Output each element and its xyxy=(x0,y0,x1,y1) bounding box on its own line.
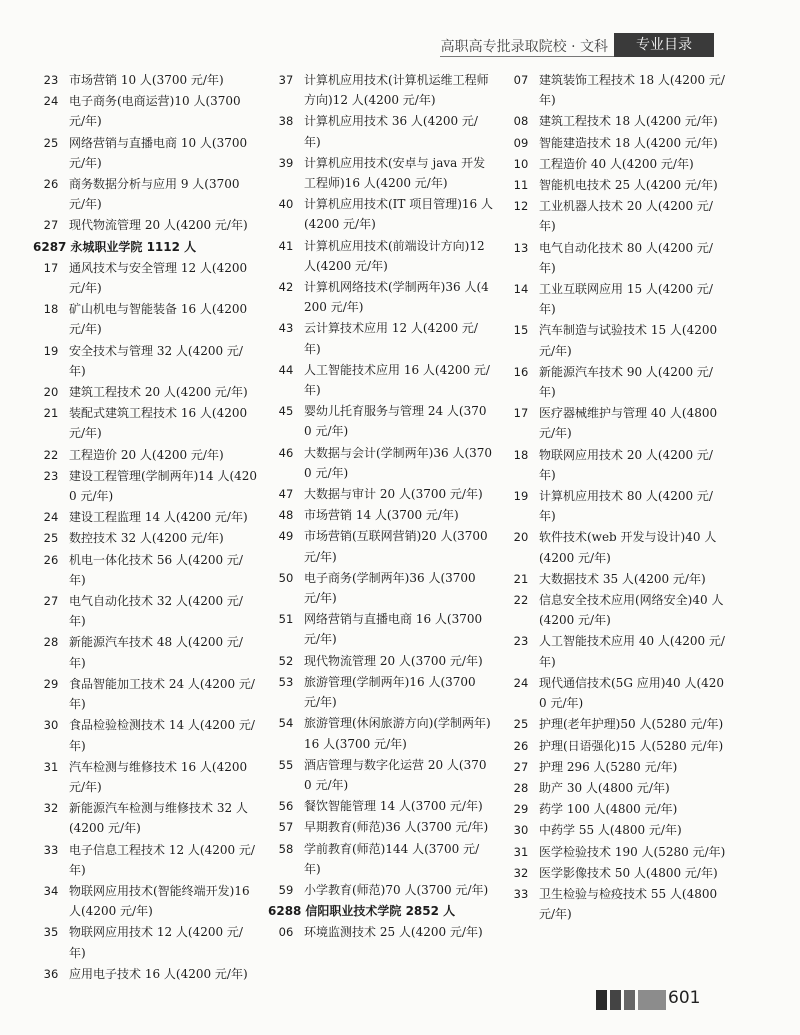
major-entry xyxy=(268,360,493,400)
major-entry xyxy=(268,651,493,671)
major-entry xyxy=(268,277,493,317)
major-text: 中药学 55 人(4800 元/年) xyxy=(539,823,682,838)
major-entry xyxy=(503,842,728,862)
major-text: 学前教育(师范)144 人(3700 元/年) xyxy=(304,841,480,876)
major-number: 25 xyxy=(43,531,59,546)
major-number: 09 xyxy=(513,135,529,150)
footer-bar xyxy=(596,990,607,1010)
major-entry xyxy=(268,922,493,942)
major-entry xyxy=(268,526,493,566)
major-entry xyxy=(33,507,258,527)
major-text: 食品检验检测技术 14 人(4200 元/年) xyxy=(69,718,255,753)
major-number: 28 xyxy=(513,780,529,795)
major-number: 54 xyxy=(278,716,294,731)
major-number: 23 xyxy=(513,634,529,649)
major-text: 计算机应用技术(安卓与 java 开发工程师)16 人(4200 元/年) xyxy=(304,155,486,191)
major-text: 旅游管理(休闲旅游方向)(学制两年)16 人(3700 元/年) xyxy=(304,716,491,751)
major-entry xyxy=(503,884,728,924)
major-text: 数控技术 32 人(4200 元/年) xyxy=(69,531,224,546)
major-entry xyxy=(268,401,493,441)
major-number: 41 xyxy=(278,238,294,253)
major-number: 13 xyxy=(513,240,529,255)
major-entry xyxy=(503,279,728,319)
school-heading xyxy=(268,901,493,921)
major-number: 18 xyxy=(513,447,529,462)
major-text: 工程造价 40 人(4200 元/年) xyxy=(539,156,694,171)
major-text: 建筑装饰工程技术 18 人(4200 元/年) xyxy=(539,73,725,108)
major-entry xyxy=(268,755,493,795)
major-text: 人工智能技术应用 16 人(4200 元/年) xyxy=(304,362,490,398)
major-text: 信息安全技术应用(网络安全)40 人(4200 元/年) xyxy=(539,593,724,628)
major-entry xyxy=(268,568,493,608)
major-entry xyxy=(268,484,493,504)
major-entry xyxy=(268,70,493,110)
major-text: 电子信息工程技术 12 人(4200 元/年) xyxy=(69,842,255,877)
major-number: 23 xyxy=(43,73,59,87)
major-number: 11 xyxy=(513,178,529,193)
column-2 xyxy=(268,70,493,944)
major-text: 市场营销 10 人(3700 元/年) xyxy=(69,73,224,87)
major-entry xyxy=(33,215,258,235)
major-number: 26 xyxy=(43,552,59,567)
major-number: 30 xyxy=(43,718,59,733)
major-number: 44 xyxy=(278,362,294,377)
major-number: 07 xyxy=(513,73,529,87)
major-entry xyxy=(503,863,728,883)
major-entry xyxy=(33,964,258,984)
major-number: 33 xyxy=(513,886,529,901)
major-number: 26 xyxy=(43,177,59,192)
major-number: 56 xyxy=(278,799,294,814)
major-entry xyxy=(503,673,728,713)
major-entry xyxy=(268,194,493,234)
major-text: 医学影像技术 50 人(4800 元/年) xyxy=(539,865,718,880)
major-number: 36 xyxy=(43,966,59,981)
major-entry xyxy=(33,715,258,755)
major-number: 19 xyxy=(43,343,59,358)
major-entry xyxy=(33,528,258,548)
major-text: 建筑工程技术 20 人(4200 元/年) xyxy=(69,385,248,400)
major-text: 食品智能加工技术 24 人(4200 元/年) xyxy=(69,676,255,712)
major-text: 应用电子技术 16 人(4200 元/年) xyxy=(69,966,248,981)
major-entry xyxy=(33,632,258,672)
page-header xyxy=(0,33,800,57)
major-entry xyxy=(268,443,493,483)
major-entry xyxy=(268,796,493,816)
major-number: 18 xyxy=(43,302,59,317)
major-entry xyxy=(33,445,258,465)
major-entry xyxy=(503,70,728,110)
major-text: 现代物流管理 20 人(3700 元/年) xyxy=(304,653,483,668)
major-number: 12 xyxy=(513,199,529,214)
major-number: 25 xyxy=(43,135,59,150)
major-number: 59 xyxy=(278,882,294,897)
major-number: 31 xyxy=(513,844,529,859)
major-entry xyxy=(33,757,258,797)
major-entry xyxy=(33,299,258,339)
major-text: 工业机器人技术 20 人(4200 元/年) xyxy=(539,199,713,234)
major-number: 25 xyxy=(513,717,529,732)
major-text: 智能建造技术 18 人(4200 元/年) xyxy=(539,135,718,150)
major-text: 汽车检测与维修技术 16 人(4200 元/年) xyxy=(69,759,248,794)
major-number: 57 xyxy=(278,820,294,835)
major-number: 45 xyxy=(278,404,294,419)
major-entry xyxy=(33,382,258,402)
major-text: 酒店管理与数字化运营 20 人(3700 元/年) xyxy=(304,757,487,792)
school-code: 6287 xyxy=(33,239,67,254)
major-entry xyxy=(33,674,258,714)
major-entry xyxy=(268,153,493,193)
major-number: 16 xyxy=(513,364,529,379)
major-text: 计算机应用技术 80 人(4200 元/年) xyxy=(539,489,713,524)
major-entry xyxy=(503,799,728,819)
major-number: 39 xyxy=(278,155,294,170)
column-3 xyxy=(503,70,728,925)
major-number: 24 xyxy=(513,675,529,690)
major-number: 27 xyxy=(43,594,59,609)
major-number: 29 xyxy=(43,676,59,691)
major-number: 20 xyxy=(513,530,529,545)
major-entry xyxy=(268,713,493,753)
major-entry xyxy=(503,133,728,153)
major-text: 环境监测技术 25 人(4200 元/年) xyxy=(304,925,483,940)
major-entry xyxy=(33,174,258,214)
major-text: 新能源汽车技术 48 人(4200 元/年) xyxy=(69,635,243,670)
major-entry xyxy=(33,133,258,173)
major-number: 55 xyxy=(278,757,294,772)
major-entry xyxy=(503,445,728,485)
major-text: 现代通信技术(5G 应用)40 人(4200 元/年) xyxy=(539,675,725,711)
major-entry xyxy=(503,486,728,526)
major-number: 31 xyxy=(43,759,59,774)
major-entry xyxy=(33,591,258,631)
major-text: 电子商务(电商运营)10 人(3700 元/年) xyxy=(69,94,241,129)
major-text: 现代物流管理 20 人(4200 元/年) xyxy=(69,218,248,233)
major-entry xyxy=(33,258,258,298)
major-number: 46 xyxy=(278,445,294,460)
major-entry xyxy=(503,714,728,734)
major-entry xyxy=(503,238,728,278)
major-text: 旅游管理(学制两年)16 人(3700 元/年) xyxy=(304,674,476,710)
major-text: 小学教育(师范)70 人(3700 元/年) xyxy=(304,882,489,897)
major-number: 27 xyxy=(513,759,529,774)
major-entry xyxy=(268,672,493,712)
footer-bars xyxy=(596,990,666,1010)
major-entry xyxy=(33,798,258,838)
major-entry xyxy=(33,466,258,506)
major-number: 15 xyxy=(513,323,529,338)
major-entry xyxy=(268,880,493,900)
header-title: 高职高专批录取院校 · 文科 xyxy=(440,39,608,55)
major-text: 人工智能技术应用 40 人(4200 元/年) xyxy=(539,634,725,669)
major-entry xyxy=(503,403,728,443)
major-entry xyxy=(503,154,728,174)
footer-bar xyxy=(624,990,635,1010)
major-text: 软件技术(web 开发与设计)40 人(4200 元/年) xyxy=(539,530,717,565)
page-number: 601 xyxy=(668,988,701,1008)
major-text: 大数据技术 35 人(4200 元/年) xyxy=(539,571,706,586)
major-text: 新能源汽车技术 90 人(4200 元/年) xyxy=(539,364,713,400)
major-number: 21 xyxy=(513,571,529,586)
major-text: 计算机应用技术(前端设计方向)12 人(4200 元/年) xyxy=(304,238,485,273)
major-text: 矿山机电与智能装备 16 人(4200 元/年) xyxy=(69,302,248,337)
major-text: 医学检验技术 190 人(5280 元/年) xyxy=(539,844,726,859)
major-number: 20 xyxy=(43,385,59,400)
major-text: 建筑工程技术 18 人(4200 元/年) xyxy=(539,114,718,129)
major-number: 22 xyxy=(513,593,529,608)
major-number: 47 xyxy=(278,487,294,502)
major-entry xyxy=(33,881,258,921)
major-text: 云计算技术应用 12 人(4200 元/年) xyxy=(304,321,478,356)
major-number: 22 xyxy=(43,447,59,462)
major-text: 护理(日语强化)15 人(5280 元/年) xyxy=(539,738,724,753)
major-text: 计算机应用技术(IT 项目管理)16 人(4200 元/年) xyxy=(304,197,494,232)
major-text: 智能机电技术 25 人(4200 元/年) xyxy=(539,178,718,193)
major-entry xyxy=(503,527,728,567)
major-number: 43 xyxy=(278,321,294,336)
major-number: 08 xyxy=(513,114,529,129)
school-heading xyxy=(33,237,258,257)
major-number: 24 xyxy=(43,510,59,525)
major-entry xyxy=(503,320,728,360)
major-number: 32 xyxy=(513,865,529,880)
major-entry xyxy=(268,318,493,358)
major-text: 电气自动化技术 32 人(4200 元/年) xyxy=(69,594,243,629)
major-number: 50 xyxy=(278,570,294,585)
footer-bar xyxy=(638,990,666,1010)
school-name: 信阳职业技术学院 2852 人 xyxy=(305,904,456,919)
column-1 xyxy=(33,70,258,985)
major-number: 42 xyxy=(278,280,294,295)
major-entry xyxy=(503,569,728,589)
major-entry xyxy=(503,631,728,671)
major-entry xyxy=(503,111,728,131)
major-text: 建设工程管理(学制两年)14 人(4200 元/年) xyxy=(69,468,258,504)
major-entry xyxy=(503,196,728,236)
major-text: 卫生检验与检疫技术 55 人(4800 元/年) xyxy=(539,886,718,922)
major-number: 58 xyxy=(278,841,294,856)
major-text: 餐饮智能管理 14 人(3700 元/年) xyxy=(304,799,483,814)
major-number: 14 xyxy=(513,282,529,297)
major-text: 电子商务(学制两年)36 人(3700 元/年) xyxy=(304,570,476,606)
major-text: 药学 100 人(4800 元/年) xyxy=(539,802,678,817)
major-entry xyxy=(33,91,258,131)
major-number: 28 xyxy=(43,635,59,650)
major-entry xyxy=(503,175,728,195)
major-number: 24 xyxy=(43,94,59,109)
major-number: 37 xyxy=(278,73,294,87)
major-number: 26 xyxy=(513,738,529,753)
major-number: 32 xyxy=(43,801,59,816)
major-text: 建设工程监理 14 人(4200 元/年) xyxy=(69,510,248,525)
major-text: 工程造价 20 人(4200 元/年) xyxy=(69,447,224,462)
major-text: 计算机应用技术 36 人(4200 元/年) xyxy=(304,114,478,149)
major-entry xyxy=(268,505,493,525)
major-text: 通风技术与安全管理 12 人(4200 元/年) xyxy=(69,260,248,296)
major-number: 29 xyxy=(513,802,529,817)
major-number: 33 xyxy=(43,842,59,857)
major-text: 工业互联网应用 15 人(4200 元/年) xyxy=(539,282,713,317)
major-text: 机电一体化技术 56 人(4200 元/年) xyxy=(69,552,243,587)
major-text: 装配式建筑工程技术 16 人(4200 元/年) xyxy=(69,406,248,441)
major-number: 34 xyxy=(43,883,59,898)
major-number: 17 xyxy=(43,260,59,275)
major-entry xyxy=(33,70,258,90)
major-text: 助产 30 人(4800 元/年) xyxy=(539,780,670,795)
major-entry xyxy=(503,778,728,798)
major-text: 大数据与审计 20 人(3700 元/年) xyxy=(304,487,483,502)
major-text: 电气自动化技术 80 人(4200 元/年) xyxy=(539,240,713,275)
school-code: 6288 xyxy=(268,904,302,919)
major-number: 27 xyxy=(43,218,59,233)
major-number: 35 xyxy=(43,925,59,940)
major-number: 48 xyxy=(278,508,294,523)
major-number: 21 xyxy=(43,406,59,421)
major-number: 06 xyxy=(278,925,294,940)
major-number: 49 xyxy=(278,529,294,544)
major-entry xyxy=(503,820,728,840)
major-entry xyxy=(503,757,728,777)
major-entry xyxy=(503,590,728,630)
major-entry xyxy=(33,840,258,880)
footer-bar xyxy=(610,990,621,1010)
major-text: 商务数据分析与应用 9 人(3700 元/年) xyxy=(69,177,240,212)
major-text: 物联网应用技术 12 人(4200 元/年) xyxy=(69,925,243,960)
major-entry xyxy=(33,341,258,381)
major-text: 安全技术与管理 32 人(4200 元/年) xyxy=(69,343,243,378)
major-number: 30 xyxy=(513,823,529,838)
major-text: 婴幼儿托育服务与管理 24 人(3700 元/年) xyxy=(304,404,487,439)
major-number: 38 xyxy=(278,114,294,129)
school-name: 永城职业学院 1112 人 xyxy=(70,239,197,254)
major-text: 医疗器械维护与管理 40 人(4800 元/年) xyxy=(539,406,718,441)
major-entry xyxy=(33,550,258,590)
major-text: 市场营销(互联网营销)20 人(3700 元/年) xyxy=(304,529,488,564)
major-number: 23 xyxy=(43,468,59,483)
major-text: 计算机应用技术(计算机运维工程师方向)12 人(4200 元/年) xyxy=(304,73,489,108)
major-number: 17 xyxy=(513,406,529,421)
major-text: 大数据与会计(学制两年)36 人(3700 元/年) xyxy=(304,445,493,480)
major-number: 19 xyxy=(513,489,529,504)
major-text: 计算机网络技术(学制两年)36 人(4200 元/年) xyxy=(304,280,489,315)
major-number: 52 xyxy=(278,653,294,668)
major-entry xyxy=(503,736,728,756)
major-number: 53 xyxy=(278,674,294,689)
major-text: 汽车制造与试验技术 15 人(4200 元/年) xyxy=(539,323,718,358)
major-entry xyxy=(268,817,493,837)
major-text: 护理 296 人(5280 元/年) xyxy=(539,759,678,774)
major-entry xyxy=(33,922,258,962)
major-entry xyxy=(268,839,493,879)
major-text: 早期教育(师范)36 人(3700 元/年) xyxy=(304,820,489,835)
major-text: 市场营销 14 人(3700 元/年) xyxy=(304,508,459,523)
major-number: 10 xyxy=(513,156,529,171)
major-text: 护理(老年护理)50 人(5280 元/年) xyxy=(539,717,724,732)
major-number: 40 xyxy=(278,197,294,212)
major-entry xyxy=(33,403,258,443)
major-entry xyxy=(503,362,728,402)
major-number: 51 xyxy=(278,612,294,627)
major-text: 网络营销与直播电商 16 人(3700 元/年) xyxy=(304,612,483,647)
major-entry xyxy=(268,236,493,276)
header-badge: 专业目录 xyxy=(614,33,714,57)
major-text: 物联网应用技术(智能终端开发)16 人(4200 元/年) xyxy=(69,883,250,919)
major-text: 物联网应用技术 20 人(4200 元/年) xyxy=(539,447,713,482)
major-entry xyxy=(268,609,493,649)
major-text: 新能源汽车检测与维修技术 32 人(4200 元/年) xyxy=(69,801,248,836)
major-text: 网络营销与直播电商 10 人(3700 元/年) xyxy=(69,135,248,170)
major-entry xyxy=(268,111,493,151)
